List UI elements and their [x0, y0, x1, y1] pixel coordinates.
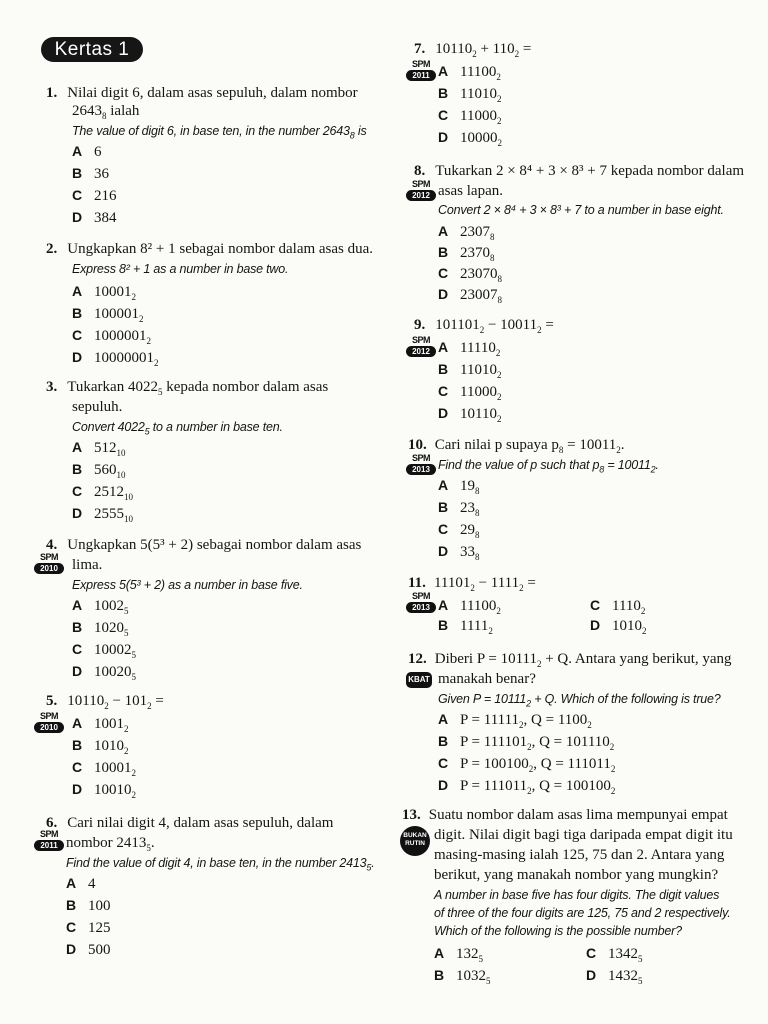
q10-sub1: 8: [558, 445, 564, 455]
spm-2013-badge: [406, 592, 436, 616]
q2-english: Express 8² + 1 as a number in base two.: [72, 262, 289, 276]
q4-d-value: 10020: [94, 664, 132, 680]
q3-c-value: 2512: [94, 484, 124, 500]
q3-english: Convert 4022: [72, 420, 145, 434]
q5-d-value: 10010: [94, 782, 132, 798]
q12-c-q: , Q = 111011: [533, 756, 611, 772]
section-title-pill: [41, 37, 143, 62]
q13-d-value: 1432: [608, 968, 638, 984]
q7-sub2: 2: [514, 49, 520, 59]
spm-2013-badge: [406, 454, 436, 478]
q10-a-sub: 8: [475, 486, 480, 496]
q1-option-c[interactable]: C 216: [72, 187, 117, 204]
q8-b-value: 2370: [460, 245, 490, 261]
q12-b-sub2: 2: [609, 742, 615, 752]
q10-text-c: .: [620, 437, 625, 453]
q13-option-b[interactable]: B $1032_5$: [434, 967, 491, 986]
q12-c-sub1: 2: [528, 764, 534, 774]
q7-operand1: 10110: [435, 41, 473, 57]
q10-c-sub: 8: [475, 530, 480, 540]
q11-number: 11.: [408, 575, 426, 591]
q6-option-b[interactable]: B 100: [66, 897, 111, 914]
q2-text: Ungkapkan 8² + 1 sebagai nombor dalam asas dua.: [67, 241, 374, 257]
q6-d-value: 500: [88, 942, 111, 958]
q13-option-c[interactable]: C $1342_5$: [586, 945, 643, 964]
q7-b-value: 11010: [460, 86, 497, 102]
badge-top: SPM: [411, 453, 430, 463]
q11-operand1: 11101: [433, 575, 471, 591]
q12-text-line1b: + Q. Antara yang berikut, yang: [541, 651, 732, 667]
q13-english-2: of three of the four digits are 125, 75 and 2 respectively.: [434, 906, 731, 920]
q9-c-sub: 2: [496, 392, 502, 402]
q2-b-sub: 2: [139, 314, 144, 324]
q7-c-sub: 2: [496, 116, 502, 126]
q7-a-value: 11100: [460, 64, 497, 80]
q5-b-sub: 2: [124, 746, 129, 756]
q13-text-line4: berikut, yang manakah nombor yang mungkin?: [434, 867, 719, 883]
q13-english-3: Which of the following is the possible number?: [434, 924, 682, 938]
q4-text-line1: Ungkapkan 5(5³ + 2) sebagai nombor dalam asas: [67, 537, 362, 553]
q12-a-sub1: 2: [519, 720, 524, 730]
q6-en-sub: 5: [366, 862, 372, 873]
q3-text-line1: Tukarkan 4022: [67, 379, 158, 395]
q3-text-line1b: kepada nombor dalam asas: [162, 379, 329, 395]
badge-year: 2013: [406, 602, 436, 613]
q3-b-value: 560: [94, 462, 117, 478]
q1-b-value: 36: [94, 166, 109, 182]
q9-option-d[interactable]: D $10110_2$: [438, 405, 502, 424]
spm-2012-badge: [406, 336, 436, 360]
q3-a-sub: 10: [116, 448, 126, 458]
q1-a-value: 6: [94, 144, 102, 160]
q3-d-sub: 10: [124, 514, 133, 524]
q4-a-sub: 5: [124, 606, 129, 616]
q5-c-sub: 2: [131, 768, 136, 778]
spm-2012-badge: [406, 180, 436, 204]
q11-option-d[interactable]: D $1010_2$: [590, 617, 647, 636]
q3-option-d[interactable]: D $2555_{10}$: [72, 505, 133, 524]
q2-a-value: 10001: [94, 284, 132, 300]
q13-d-sub: 5: [638, 976, 643, 986]
q5-equals: =: [151, 693, 164, 709]
q12-english: Given P = 10111: [438, 692, 527, 706]
q12-text-line2: manakah benar?: [438, 671, 536, 687]
spm-2010-badge: [34, 553, 64, 577]
q7-number: 7.: [414, 41, 426, 57]
q10-d-value: 33: [460, 544, 475, 560]
q8-d-value: 23007: [460, 287, 498, 303]
q1-en-sub: 8: [349, 130, 355, 141]
badge-top: SPM: [411, 335, 430, 345]
q9-a-sub: 2: [495, 348, 501, 358]
q7-option-a[interactable]: A $11100_2$: [438, 63, 501, 82]
q4-text-line2: lima.: [72, 557, 103, 573]
badge-top: SPM: [39, 552, 58, 562]
q3-a-value: 512: [94, 440, 117, 456]
badge-year: 2010: [34, 563, 64, 574]
q12-b-q: , Q = 101110: [531, 734, 610, 750]
q6-c-value: 125: [88, 920, 111, 936]
q7-b-sub: 2: [496, 94, 502, 104]
q8-text-line2: asas lapan.: [438, 183, 503, 199]
q6-english: Find the value of digit 4, in base ten, in the number 2413: [66, 856, 367, 870]
q13-number: 13.: [402, 807, 421, 823]
q1-c-value: 216: [94, 188, 117, 204]
q3-text-line2: sepuluh.: [72, 399, 123, 415]
q3-b-sub: 10: [116, 470, 126, 480]
q9-d-value: 10110: [460, 406, 497, 422]
q11-equals: =: [523, 575, 536, 591]
q2-option-c[interactable]: C $1000001_2$: [72, 327, 151, 346]
q10-d-sub: 8: [475, 552, 480, 562]
badge-year: 2010: [34, 722, 64, 733]
q7-a-sub: 2: [496, 72, 501, 82]
q9-sub2: 2: [537, 325, 542, 335]
badge-top: SPM: [39, 829, 58, 839]
q13-b-value: 1032: [456, 968, 486, 984]
q6-option-c[interactable]: C 125: [66, 919, 111, 936]
q9-operand1: 101101: [435, 317, 480, 333]
kbat-label: KBAT: [408, 675, 430, 684]
q1-option-d[interactable]: D 384: [72, 209, 117, 226]
q10-option-b[interactable]: B $23_8$: [438, 499, 480, 518]
q6-option-a[interactable]: A 4: [66, 875, 96, 892]
q3-en-sub: 5: [144, 426, 150, 437]
q5-option-c[interactable]: C $10001_2$: [72, 759, 136, 778]
q12-c-p: P = 100100: [460, 756, 529, 772]
q10-english-b: = 10011: [604, 458, 651, 472]
badge-year: 2013: [406, 464, 436, 475]
q3-number: 3.: [46, 379, 58, 395]
q9-b-value: 11010: [460, 362, 497, 378]
q4-d-sub: 5: [131, 672, 136, 682]
badge-year: 2011: [406, 70, 436, 81]
q1-number: 1.: [46, 85, 58, 101]
q3-english-b: to a number in base ten.: [149, 420, 283, 434]
q8-a-value: 2307: [460, 224, 490, 240]
q2-c-value: 1000001: [94, 328, 147, 344]
badge-year: 2011: [34, 840, 64, 851]
q6-text-line1: Cari nilai digit 4, dalam asas sepuluh, dalam: [67, 815, 334, 831]
q9-operand2: − 10011: [484, 317, 538, 333]
q2-a-sub: 2: [131, 292, 136, 302]
q9-sub1: 2: [479, 325, 485, 335]
q3-option-c[interactable]: C $2512_{10}$: [72, 483, 133, 502]
q11-a-sub: 2: [496, 606, 501, 616]
q9-option-a[interactable]: A $11110_2$: [438, 339, 501, 358]
q9-a-value: 11110: [460, 340, 496, 356]
q13-a-value: 132: [456, 946, 479, 962]
q12-option-d[interactable]: D $P = 111011_2$, $Q = 100100_2$: [438, 777, 616, 796]
q10-en-sub1: 8: [599, 464, 605, 475]
q12-a-p: P = 11111: [460, 712, 520, 728]
q7-d-sub: 2: [497, 138, 502, 148]
q2-option-d[interactable]: D $10000001_2$: [72, 349, 159, 368]
q8-text-line1: Tukarkan 2 × 8⁴ + 3 × 8³ + 7 kepada nombor dalam: [435, 163, 745, 179]
q7-operand2: + 110: [476, 41, 515, 57]
q4-number: 4.: [46, 537, 58, 553]
q10-c-value: 29: [460, 522, 475, 538]
section-title: Kertas 1: [54, 38, 130, 60]
q11-a-value: 11100: [460, 598, 497, 614]
q6-b-value: 100: [88, 898, 111, 914]
q6-number: 6.: [46, 815, 58, 831]
q12-d-p: P = 111011: [460, 778, 528, 794]
q13-text-line2: digit. Nilai digit bagi tiga daripada empat digit itu: [434, 827, 733, 843]
q10-option-a[interactable]: A $19_8$: [438, 477, 480, 496]
q13-option-d[interactable]: D $1432_5$: [586, 967, 643, 986]
q10-b-value: 23: [460, 500, 475, 516]
q5-c-value: 10001: [94, 760, 132, 776]
q6-a-value: 4: [88, 876, 96, 892]
badge-year: 2012: [406, 346, 436, 357]
q9-c-value: 11000: [460, 384, 497, 400]
q11-d-sub: 2: [642, 626, 647, 636]
q5-a-sub: 2: [124, 724, 129, 734]
q3-d-value: 2555: [94, 506, 124, 522]
badge-top: SPM: [411, 591, 430, 601]
q5-operand1: 10110: [67, 693, 105, 709]
q1-sub: 8: [102, 111, 107, 121]
q1-text-line1: Nilai digit 6, dalam asas sepuluh, dalam nombor: [67, 85, 358, 101]
q10-option-c[interactable]: C $29_8$: [438, 521, 480, 540]
q1-text-line2: 2643: [72, 103, 102, 119]
q12-en-sub: 2: [526, 698, 531, 709]
q12-number: 12.: [408, 651, 427, 667]
q12-d-q: , Q = 100100: [531, 778, 611, 794]
bukan-rutin-badge: [400, 826, 430, 856]
q3-option-b[interactable]: B $560_{10}$: [72, 461, 126, 480]
q10-en-sub2: 2: [650, 464, 656, 475]
q13-text-line1: Suatu nombor dalam asas lima mempunyai empat: [428, 807, 728, 823]
q10-sub2: 2: [616, 445, 621, 455]
q9-b-sub: 2: [496, 370, 502, 380]
q7-option-b[interactable]: B $11010_2$: [438, 85, 502, 104]
q11-option-b[interactable]: B $1111_2$: [438, 617, 493, 636]
q7-equals: =: [519, 41, 532, 57]
q8-c-value: 23070: [460, 266, 498, 282]
q12-english-b: + Q. Which of the following is true?: [530, 692, 721, 706]
q8-option-a[interactable]: A $2307_8$: [438, 223, 495, 242]
q8-c-sub: 8: [497, 274, 502, 284]
q11-c-sub: 2: [640, 606, 646, 616]
q13-option-a[interactable]: A $132_5$: [434, 945, 483, 964]
q3-c-sub: 10: [124, 492, 133, 502]
q7-sub1: 2: [472, 49, 477, 59]
q4-option-b[interactable]: B $1020_5$: [72, 619, 129, 638]
q13-english-1: A number in base five has four digits. The digit values: [434, 888, 720, 902]
q12-c-sub2: 2: [610, 764, 616, 774]
q1-option-a[interactable]: A 6: [72, 143, 102, 160]
q5-b-value: 1010: [94, 738, 124, 754]
q2-d-value: 10000001: [94, 350, 154, 366]
q4-option-a[interactable]: A $1002_5$: [72, 597, 129, 616]
q5-operand2: − 101: [108, 693, 148, 709]
q12-b-sub1: 2: [527, 742, 532, 752]
q11-b-value: 1111: [460, 618, 489, 634]
q6-option-d[interactable]: D 500: [66, 941, 111, 958]
q5-option-b[interactable]: B $1010_2$: [72, 737, 129, 756]
q4-c-value: 10002: [94, 642, 132, 658]
q12-option-c[interactable]: C $P = 100100_2$, $Q = 111011_2$: [438, 755, 616, 774]
q8-number: 8.: [414, 163, 426, 179]
q10-b-sub: 8: [475, 508, 480, 518]
q8-b-sub: 8: [490, 253, 495, 263]
q10-english: Find the value of p such that p: [438, 458, 600, 472]
q8-d-sub: 8: [497, 295, 502, 305]
q1-option-b[interactable]: B 36: [72, 165, 109, 182]
badge-top: BUKAN: [403, 832, 427, 839]
badge-top: SPM: [411, 179, 430, 189]
q11-sub1: 2: [470, 583, 475, 593]
q7-option-d[interactable]: D $10000_2$: [438, 129, 502, 148]
q9-option-b[interactable]: B $11010_2$: [438, 361, 502, 380]
q5-sub1: 2: [104, 701, 109, 711]
q13-c-value: 1342: [608, 946, 638, 962]
q1-text-line2b: ialah: [106, 103, 140, 119]
q4-a-value: 1002: [94, 598, 124, 614]
q4-b-value: 1020: [94, 620, 124, 636]
q9-equals: =: [541, 317, 554, 333]
q7-c-value: 11000: [460, 108, 497, 124]
q9-number: 9.: [414, 317, 426, 333]
badge-top: SPM: [411, 59, 430, 69]
q11-d-value: 1010: [612, 618, 642, 634]
q11-sub2: 2: [519, 583, 524, 593]
q2-c-sub: 2: [146, 336, 151, 346]
badge-year: 2012: [406, 190, 436, 201]
q4-b-sub: 5: [124, 628, 129, 638]
q10-text-b: = 10011: [563, 437, 617, 453]
q1-english-b: is: [354, 124, 367, 138]
q11-option-a[interactable]: A $11100_2$: [438, 597, 501, 616]
q2-number: 2.: [46, 241, 58, 257]
q4-option-d[interactable]: D $10020_5$: [72, 663, 136, 682]
q11-option-c[interactable]: C $1110_2$: [590, 597, 646, 616]
q8-option-d[interactable]: D $23007_8$: [438, 286, 502, 305]
q12-b-p: P = 111101: [460, 734, 528, 750]
q2-option-a[interactable]: A $10001_2$: [72, 283, 136, 302]
q5-option-d[interactable]: D $10010_2$: [72, 781, 136, 800]
q4-c-sub: 5: [131, 650, 136, 660]
kbat-badge: [406, 672, 432, 688]
q9-d-sub: 2: [496, 414, 502, 424]
q13-text-line3: masing-masing ialah 125, 75 dan 2. Antara yang: [434, 847, 725, 863]
q8-english: Convert 2 × 8⁴ + 3 × 8³ + 7 to a number in base eight.: [438, 203, 724, 217]
q8-a-sub: 8: [490, 232, 495, 242]
q12-d-sub1: 2: [527, 786, 532, 796]
q8-option-b[interactable]: B $2370_8$: [438, 244, 495, 263]
q6-sub: 5: [146, 843, 151, 853]
q5-sub2: 2: [147, 701, 152, 711]
spm-2011-badge: [406, 60, 436, 84]
q7-d-value: 10000: [460, 130, 498, 146]
q7-option-c[interactable]: C $11000_2$: [438, 107, 502, 126]
q10-text: Cari nilai p supaya p: [434, 437, 559, 453]
q11-b-sub: 2: [488, 626, 493, 636]
q10-number: 10.: [408, 437, 427, 453]
q3-option-a[interactable]: A $512_{10}$: [72, 439, 126, 458]
q11-c-value: 1110: [612, 598, 641, 614]
q10-a-value: 19: [460, 478, 475, 494]
q11-operand2: − 1111: [474, 575, 520, 591]
q4-option-c[interactable]: C $10002_5$: [72, 641, 136, 660]
q10-option-d[interactable]: D $33_8$: [438, 543, 480, 562]
q5-number: 5.: [46, 693, 58, 709]
q6-text-line2b: .: [150, 835, 155, 851]
q1-d-value: 384: [94, 210, 117, 226]
spm-2010-badge: [34, 712, 64, 736]
badge-top: SPM: [39, 711, 58, 721]
q12-text-line1: Diberi P = 10111: [434, 651, 537, 667]
q2-option-b[interactable]: B $100001_2$: [72, 305, 144, 324]
q12-option-a[interactable]: A $P = 11111_2$, $Q = 1100_2$: [438, 711, 592, 730]
q6-english-b: .: [371, 856, 375, 870]
q5-option-a[interactable]: A $1001_2$: [72, 715, 129, 734]
q5-d-sub: 2: [131, 790, 136, 800]
q12-option-b[interactable]: B $P = 111101_2$, $Q = 101110_2$: [438, 733, 615, 752]
q2-b-value: 100001: [94, 306, 139, 322]
q13-b-sub: 5: [486, 976, 491, 986]
q12-a-q: , Q = 1100: [523, 712, 588, 728]
q3-sub: 5: [157, 387, 163, 397]
q9-option-c[interactable]: C $11000_2$: [438, 383, 502, 402]
spm-2011-badge: [34, 830, 64, 854]
q6-text-line2: nombor 2413: [66, 835, 147, 851]
q12-d-sub2: 2: [610, 786, 616, 796]
badge-bottom: RUTIN: [405, 840, 425, 847]
q12-sub: 2: [536, 659, 542, 669]
q2-d-sub: 2: [154, 358, 159, 368]
q5-a-value: 1001: [94, 716, 124, 732]
q13-c-sub: 5: [638, 954, 643, 964]
q4-english: Express 5(5³ + 2) as a number in base five.: [72, 578, 303, 592]
q12-a-sub2: 2: [587, 720, 592, 730]
q8-option-c[interactable]: C $23070_8$: [438, 265, 502, 284]
q13-a-sub: 5: [478, 954, 483, 964]
q1-english: The value of digit 6, in base ten, in the number 2643: [72, 124, 350, 138]
q10-english-c: .: [655, 458, 659, 472]
